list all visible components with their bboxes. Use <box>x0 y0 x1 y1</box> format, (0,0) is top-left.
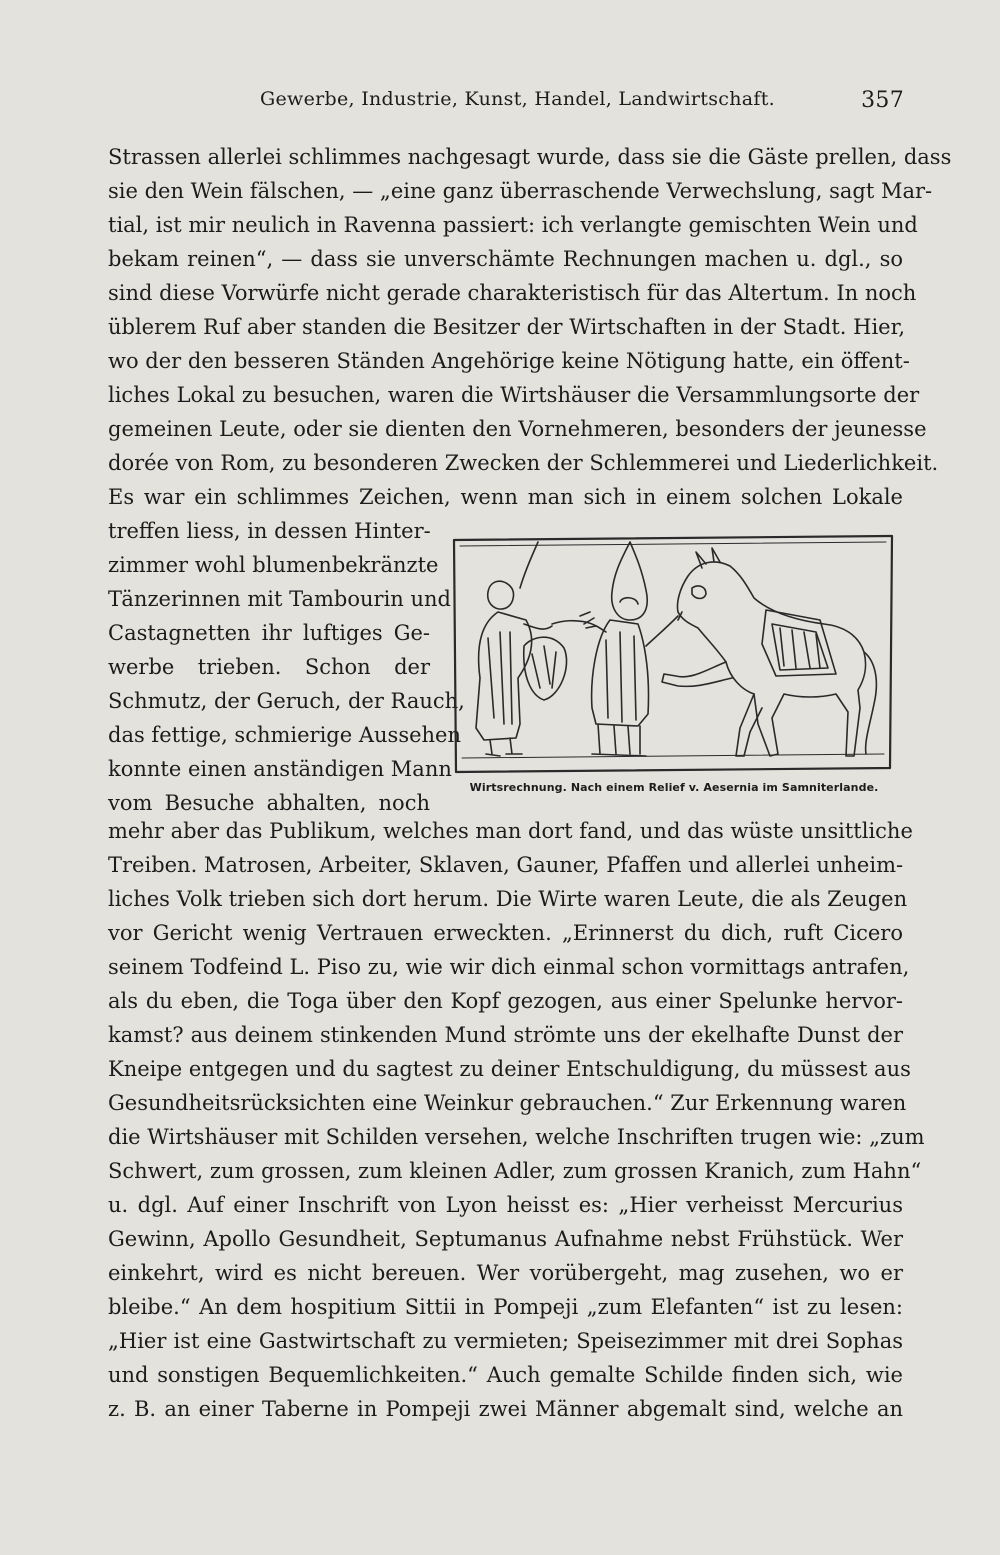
body-line: Strassen allerlei schlimmes nachgesagt wurde, dass sie die Gäste prellen, dass <box>108 145 952 169</box>
body-line: Gewinn, Apollo Gesundheit, Septumanus Aufnahme nebst Frühstück. Wer <box>108 1227 903 1251</box>
body-line: seinem Todfeind L. Piso zu, wie wir dich einmal schon vormittags antrafen, <box>108 955 910 979</box>
relief-drawing <box>440 528 906 778</box>
body-line: bleibe.“ An dem hospitium Sittii in Pompeji „zum Elefanten“ ist zu lesen: <box>108 1295 903 1319</box>
body-line: wo der den besseren Ständen Angehörige keine Nötigung hatte, ein öffent- <box>108 349 910 373</box>
body-line: als du eben, die Toga über den Kopf gezogen, aus einer Spelunke hervor- <box>108 989 903 1013</box>
body-line: Treiben. Matrosen, Arbeiter, Sklaven, Gauner, Pfaffen und allerlei unheim- <box>108 853 904 877</box>
body-line: tial, ist mir neulich in Ravenna passiert: ich verlangte gemischten Wein und <box>108 213 918 237</box>
body-line: liches Volk trieben sich dort herum. Die Wirte waren Leute, die als Zeugen <box>108 887 908 911</box>
page-header <box>108 88 904 118</box>
body-line: vor Gericht wenig Vertrauen erweckten. „Erinnerst du dich, ruft Cicero <box>108 921 903 945</box>
body-line: Gesundheitsrücksichten eine Weinkur gebrauchen.“ Zur Erkennung waren <box>108 1091 907 1115</box>
body-line: Kneipe entgegen und du sagtest zu deiner Entschuldigung, du müssest aus <box>108 1057 911 1081</box>
page-number: 357 <box>861 88 904 113</box>
body-line: einkehrt, wird es nicht bereuen. Wer vorübergeht, mag zusehen, wo er <box>108 1261 903 1285</box>
body-line: z. B. an einer Taberne in Pompeji zwei Männer abgemalt sind, welche an <box>108 1397 903 1421</box>
wrapped-line: zimmer wohl blumenbekränzte <box>108 553 439 577</box>
wrapped-line: konnte einen anständigen Mann <box>108 757 452 781</box>
running-title: Gewerbe, Industrie, Kunst, Handel, Landwirtschaft. <box>260 88 775 110</box>
wrapped-line: vom Besuche abhalten, noch <box>108 791 430 815</box>
body-line: üblerem Ruf aber standen die Besitzer der Wirtschaften in der Stadt. Hier, <box>108 315 906 339</box>
wrapped-line: Tänzerinnen mit Tambourin und <box>108 587 451 611</box>
wrapped-line: treffen liess, in dessen Hinter- <box>108 519 431 543</box>
body-line: Es war ein schlimmes Zeichen, wenn man sich in einem solchen Lokale <box>108 485 903 509</box>
body-line: kamst? aus deinem stinkenden Mund strömte uns der ekelhafte Dunst der <box>108 1023 903 1047</box>
wrapped-line: werbe trieben. Schon der <box>108 655 430 679</box>
body-line: Schwert, zum grossen, zum kleinen Adler, zum grossen Kranich, zum Hahn“ <box>108 1159 922 1183</box>
body-line: und sonstigen Bequemlichkeiten.“ Auch gemalte Schilde finden sich, wie <box>108 1363 903 1387</box>
wrapped-line: Castagnetten ihr luftiges Ge- <box>108 621 430 645</box>
body-line: „Hier ist eine Gastwirtschaft zu vermieten; Speisezimmer mit drei Sophas <box>108 1329 903 1353</box>
body-line: bekam reinen“, — dass sie unverschämte Rechnungen machen u. dgl., so <box>108 247 903 271</box>
wrapped-line: Schmutz, der Geruch, der Rauch, <box>108 689 465 713</box>
body-line: gemeinen Leute, oder sie dienten den Vornehmeren, besonders der jeunesse <box>108 417 927 441</box>
body-line: mehr aber das Publikum, welches man dort fand, und das wüste unsittliche <box>108 819 913 843</box>
figure-caption: Wirtsrechnung. Nach einem Relief v. Aesernia im Samniterlande. <box>469 781 879 794</box>
body-line: die Wirtshäuser mit Schilden versehen, welche Inschriften trugen wie: „zum <box>108 1125 925 1149</box>
body-line: sind diese Vorwürfe nicht gerade charakteristisch für das Altertum. In noch <box>108 281 917 305</box>
wrapped-line: das fettige, schmierige Aussehen <box>108 723 462 747</box>
body-line: u. dgl. Auf einer Inschrift von Lyon heisst es: „Hier verheisst Mercurius <box>108 1193 903 1217</box>
body-line: liches Lokal zu besuchen, waren die Wirtshäuser die Versammlungsorte der <box>108 383 920 407</box>
relief-illustration <box>440 528 906 803</box>
body-line: dorée von Rom, zu besonderen Zwecken der Schlemmerei und Liederlichkeit. <box>108 451 939 475</box>
body-line: sie den Wein fälschen, — „eine ganz überraschende Verwechslung, sagt Mar- <box>108 179 933 203</box>
